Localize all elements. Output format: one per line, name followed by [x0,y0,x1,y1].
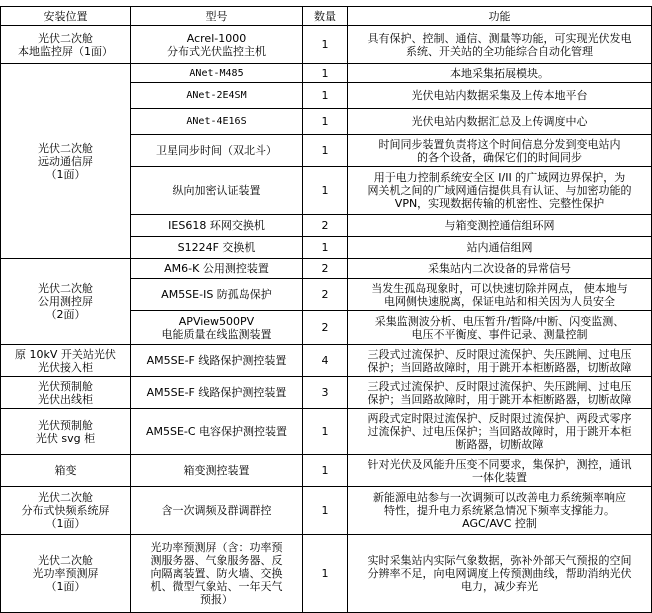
table-row [1,345,652,377]
table-row [1,535,652,613]
qty-cell: 2 [303,311,348,345]
func-cell: 三段式过流保护、反时限过流保护、失压跳闸、过电压 保护；当回路故障时，用于跳开本柜断路器，切断故障 [348,345,652,377]
model-cell: 含一次调频及群调群控 [131,487,303,535]
qty-cell: 1 [303,135,348,167]
qty-cell: 2 [303,215,348,237]
header-model: 型号 [131,7,303,26]
func-cell: 针对光伏及风能升压变不同要求，集保护，测控，通讯 一体化装置 [348,455,652,487]
model-cell: ANet-2E4SM [131,83,303,109]
table-row [1,64,652,83]
qty-cell: 2 [303,259,348,279]
header-row [1,7,652,26]
func-cell: 与箱变测控通信组环网 [348,215,652,237]
table-row [1,26,652,64]
qty-cell: 4 [303,345,348,377]
func-cell: 三段式过流保护、反时限过流保护、失压跳闸、过电压 保护；当回路故障时，用于跳开本柜断路器，切断故障 [348,377,652,409]
model-cell: APView500PV 电能质量在线监测装置 [131,311,303,345]
func-cell: 站内通信组网 [348,237,652,259]
location-cell: 光伏预制舱 光伏 svg 柜 [1,409,131,455]
model-cell: 光功率预测屏（含：功率预 测服务器、气象服务器、反 向隔离装置、防火墙、交换 机、微型气象站、一年天气 预报） [131,535,303,613]
qty-cell: 1 [303,26,348,64]
func-cell: 用于电力控制系统安全区 I/II 的广域网边界保护，为 网关机之间的广域网通信提供具有认证、与加密功能的 VPN，实现数据传输的机密性、完整性保护 [348,167,652,215]
func-cell: 采集站内二次设备的异常信号 [348,259,652,279]
func-cell: 光伏电站内数据采集及上传本地平台 [348,83,652,109]
func-cell: 采集监测波分析、电压暂升/暂降/中断、闪变监测、 电压不平衡度、事件记录、测量控制 [348,311,652,345]
qty-cell: 1 [303,409,348,455]
qty-cell: 1 [303,167,348,215]
qty-cell: 1 [303,237,348,259]
qty-cell: 3 [303,377,348,409]
model-cell: AM5SE-C 电容保护测控装置 [131,409,303,455]
model-cell: ANet-M485 [131,64,303,83]
model-cell: AM5SE-IS 防孤岛保护 [131,279,303,311]
model-cell: AM5SE-F 线路保护测控装置 [131,345,303,377]
model-cell: AM5SE-F 线路保护测控装置 [131,377,303,409]
model-cell: 卫星同步时间（双北斗） [131,135,303,167]
func-cell: 新能源电站参与一次调频可以改善电力系统频率响应 特性，提升电力系统紧急情况下频率支撑能力。 AGC/AVC 控制 [348,487,652,535]
equipment-table [0,6,652,613]
model-cell: AM6-K 公用测控装置 [131,259,303,279]
model-cell: ANet-4E16S [131,109,303,135]
func-cell: 当发生孤岛现象时，可以快速切除并网点， 使本地与 电网侧快速脱离，保证电站和相关因为人员安全 [348,279,652,311]
func-cell: 两段式定时限过流保护、反时限过流保护、两段式零序 过流保护、过电压保护；当回路故障时，用于跳开本柜 断路器，切断故障 [348,409,652,455]
table-row [1,259,652,279]
qty-cell: 2 [303,279,348,311]
func-cell: 光伏电站内数据汇总及上传调度中心 [348,109,652,135]
header-qty: 数量 [303,7,348,26]
func-cell: 时间同步装置负责将这个时间信息分发到变电站内 的各个设备，确保它们的时间同步 [348,135,652,167]
model-cell: IES618 环网交换机 [131,215,303,237]
location-cell: 光伏预制舱 光伏出线柜 [1,377,131,409]
table-row [1,409,652,455]
location-cell: 光伏二次舱 分布式快频系统屏 （1面） [1,487,131,535]
location-cell: 光伏二次舱 远动通信屏 （1面） [1,64,131,259]
header-func: 功能 [348,7,652,26]
func-cell: 本地采集拓展模块。 [348,64,652,83]
qty-cell: 1 [303,109,348,135]
qty-cell: 1 [303,535,348,613]
location-cell: 原 10kV 开关站光伏 光伏接入柜 [1,345,131,377]
qty-cell: 1 [303,83,348,109]
location-cell: 光伏二次舱 光功率预测屏 （1面） [1,535,131,613]
location-cell: 光伏二次舱 公用测控屏 （2面） [1,259,131,345]
table-row [1,487,652,535]
table-row [1,377,652,409]
func-cell: 具有保护、控制、通信、测量等功能，可实现光伏发电 系统、开关站的全功能综合自动化管理 [348,26,652,64]
location-cell: 光伏二次舱 本地监控屏（1面） [1,26,131,64]
header-location: 安装位置 [1,7,131,26]
model-cell: 箱变测控装置 [131,455,303,487]
func-cell: 实时采集站内实际气象数据，弥补外部天气预报的空间 分辨率不足，向电网调度上传预测曲线，帮助消纳光伏 电力，减少弃光 [348,535,652,613]
table-row [1,455,652,487]
model-cell: Acrel-1000 分布式光伏监控主机 [131,26,303,64]
qty-cell: 1 [303,487,348,535]
model-cell: 纵向加密认证装置 [131,167,303,215]
qty-cell: 1 [303,455,348,487]
model-cell: S1224F 交换机 [131,237,303,259]
qty-cell: 1 [303,64,348,83]
location-cell: 箱变 [1,455,131,487]
